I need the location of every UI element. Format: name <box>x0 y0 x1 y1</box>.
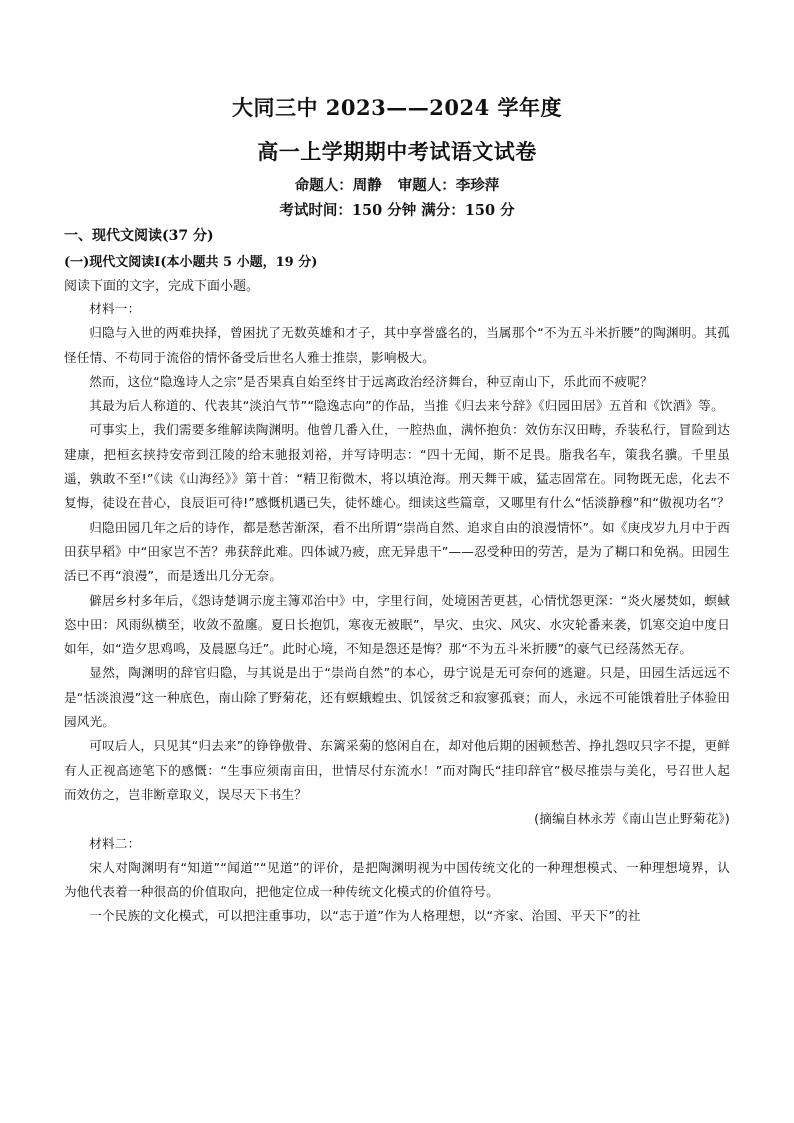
material2-paragraph: 宋人对陶渊明有“知道”“闻道”“见道”的评价，是把陶渊明视为中国传统文化的一种理想模式、一种理想境界，认为他代表着一种很高的价值取向，把他定位成一种传统文化模式的价值符号。 <box>64 859 730 900</box>
exam-title-line1: 大同三中 2023——2024 学年度 <box>231 95 563 120</box>
material1-paragraph: 僻居乡村多年后，《怨诗楚调示庞主簿邓治中》中，字里行间，处境困苦更甚，心情忧怨更深：“炎火屡焚如，螟蜮恣中田：风雨纵横至，收敛不盈廛。夏日长抱饥，寒夜无被眠”，旱灾、虫灾、风灾、水灾轮番来袭，饥寒交迫中度日如年，如“造夕思鸡鸣，及晨愿乌迁”。此时心境，不知是怨还是悔？那“不为五斗米折腰”的豪气已经荡然无存。 <box>64 592 730 657</box>
material1-paragraph: 其最为后人称道的、代表其“淡泊气节”“隐逸志向”的作品，当推《归去来兮辞》《归园田居》五首和《饮酒》等。 <box>89 398 724 414</box>
subsection-title: (一)现代文阅读Ⅰ(本小题共 5 小题，19 分) <box>64 255 318 270</box>
material1-label: 材料一： <box>89 301 141 316</box>
material1-paragraph: 归隐与入世的两难抉择，曾困扰了无数英雄和才子，其中享誉盛名的，当属那个“不为五斗米折腰”的陶渊明。其孤怪任情、不苟同于流俗的情怀备受后世名人雅士推崇，影响极大。 <box>64 325 730 365</box>
author-label: 命题人：周静 <box>294 177 382 194</box>
instruction-text: 阅读下面的文字，完成下面小题。 <box>64 279 260 294</box>
material1-paragraph: 可事实上，我们需要多维解读陶渊明。他曾几番入仕，一腔热血，满怀抱负：效仿东汉田畴，乔装私行，冒险到达建康，把桓玄挟持安帝到江陵的给末驰报刘裕，并写诗明志：“四十无闻，斯不足畏。脂我名车，策我名骥。千里虽遥，孰敢不至!”《读《山海经》》第十首：“精卫衔微木，将以填沧海。刑天舞干戚，猛志固常在。同物既无虑，化去不复悔，徒设在昔心，良辰讵可待!”感慨机遇已失，徒怀雄心。细读这些篇章，又哪里有什么“恬淡静穆”和“傲视功名”？ <box>64 422 730 511</box>
reading-passage <box>64 297 730 929</box>
exam-title-line2: 高一上学期期中考试语文试卷 <box>257 139 537 164</box>
material2-label: 材料二： <box>89 835 141 851</box>
section-title: 一、现代文阅读(37 分) <box>64 228 214 244</box>
material1-paragraph: 可叹后人，只见其“归去来”的铮铮傲骨、东篱采菊的悠闲自在，却对他后期的困顿愁苦、挣扎怨叹只字不提，更鲜有人正视高迹笔下的感慨：“生事应须南亩田，世情尽付东流水！”而对陶氏“挂印辞官”极尽推崇与美化，号召世人起而效仿之，岂非断章取义，误尽天下书生？ <box>64 738 730 802</box>
material2-paragraph: 一个民族的文化模式，可以把注重事功，以“志于道”作为人格理想，以“齐家、治国、平天下”的社 <box>89 908 641 924</box>
exam-authors <box>0 174 794 195</box>
reviewer-label: 审题人：李珍萍 <box>397 177 500 194</box>
material1-paragraph: 归隐田园几年之后的诗作，都是愁苦渐深，看不出所谓“崇尚自然、追求自由的浪漫情怀”。如《庚戌岁九月中于西田获早稻》中“田家岂不苦？弗获辞此难。四体诚乃疲，庶无异患干”——忍受种田的劳苦，是为了糊口和免祸。田园生活已不再“浪漫”，而是透出几分无奈。 <box>64 519 730 584</box>
exam-info: 考试时间：150 分钟 满分：150 分 <box>279 202 515 219</box>
material1-source: (摘编自林永芳《南山岂止野菊花》) <box>534 811 730 827</box>
material1-paragraph: 显然，陶渊明的辞官归隐，与其说是出于“崇尚自然”的本心，毋宁说是无可奈何的逃避。只是，田园生活远远不是“恬淡浪漫”这一种底色，南山除了野菊花，还有螟蛾蝗虫、饥馁贫乏和寂寥孤衰；而人，永远不可能饿着肚子体验田园风光。 <box>64 665 730 730</box>
material1-paragraph: 然而，这位“隐逸诗人之宗”是否果真自始至终甘于远离政治经济舞台，种豆南山下，乐此而不疲呢？ <box>89 373 653 389</box>
